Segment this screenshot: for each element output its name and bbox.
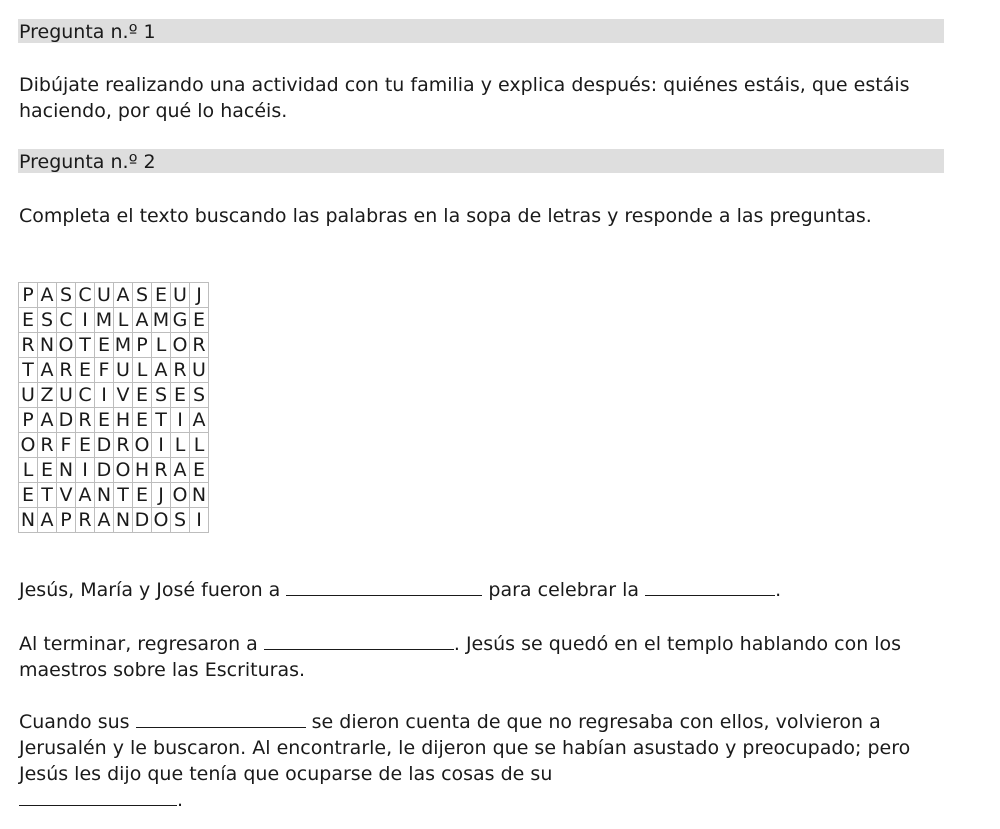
grid-cell[interactable]: C <box>76 283 95 308</box>
grid-cell[interactable]: C <box>76 383 95 408</box>
grid-cell[interactable]: I <box>95 383 114 408</box>
sentence-1-part-c: . <box>775 579 782 601</box>
grid-cell[interactable]: A <box>152 358 171 383</box>
grid-cell[interactable]: P <box>57 508 76 533</box>
grid-cell[interactable]: E <box>190 458 209 483</box>
grid-cell[interactable]: R <box>38 433 57 458</box>
grid-cell[interactable]: H <box>133 458 152 483</box>
grid-cell[interactable]: E <box>152 283 171 308</box>
grid-cell[interactable]: S <box>171 508 190 533</box>
grid-row <box>19 508 209 533</box>
grid-cell[interactable]: L <box>152 333 171 358</box>
grid-cell[interactable]: U <box>190 358 209 383</box>
grid-cell[interactable]: E <box>171 383 190 408</box>
grid-cell[interactable]: E <box>19 483 38 508</box>
grid-cell[interactable]: R <box>114 433 133 458</box>
grid-cell[interactable]: D <box>95 458 114 483</box>
grid-cell[interactable]: P <box>19 408 38 433</box>
grid-cell[interactable]: L <box>114 308 133 333</box>
grid-cell[interactable]: C <box>57 308 76 333</box>
grid-cell[interactable]: M <box>95 309 113 331</box>
grid-cell[interactable]: A <box>38 283 57 308</box>
grid-cell[interactable]: U <box>114 358 133 383</box>
grid-row <box>19 283 209 308</box>
grid-cell[interactable]: D <box>133 508 152 533</box>
grid-cell[interactable]: V <box>114 383 133 408</box>
sentence-1 <box>19 577 949 603</box>
answer-blank-2[interactable] <box>645 578 775 596</box>
grid-row <box>19 308 209 333</box>
sentence-2-part-b: . Jesús se quedó en el templo hablando con los maestros sobre las Escrituras. <box>19 633 902 681</box>
grid-cell[interactable]: O <box>133 433 152 458</box>
grid-cell[interactable]: Z <box>38 383 57 408</box>
grid-cell[interactable]: A <box>76 483 95 508</box>
grid-cell[interactable]: V <box>57 483 76 508</box>
question-2-text: Completa el texto buscando las palabras en la sopa de letras y responde a las preguntas. <box>19 205 872 227</box>
grid-cell[interactable]: D <box>95 433 114 458</box>
grid-cell[interactable]: O <box>19 433 38 458</box>
grid-cell[interactable]: S <box>190 383 209 408</box>
grid-cell[interactable]: E <box>190 308 209 333</box>
grid-cell[interactable]: O <box>171 333 190 358</box>
question-1-text: Dibújate realizando una actividad con tu familia y explica después: quiénes estáis, que estáis haciendo, por qué lo hacéis. <box>19 74 910 122</box>
word-search-grid <box>18 282 209 533</box>
grid-cell[interactable]: A <box>171 458 190 483</box>
sentence-3-part-b: se dieron cuenta de que no regresaba con ellos, volvieron a Jerusalén y le buscaron. Al encontrarle, le dijeron que se habían asustado y preocupado; pero Jesús les dijo que tenía que ocuparse de las cosas de su <box>19 711 911 785</box>
grid-cell[interactable]: R <box>152 458 171 483</box>
grid-cell[interactable]: R <box>57 358 76 383</box>
grid-cell[interactable]: I <box>152 433 171 458</box>
grid-cell[interactable]: U <box>57 383 76 408</box>
grid-cell[interactable]: L <box>19 458 38 483</box>
sentence-3-part-c: . <box>177 789 184 811</box>
sentence-1-part-a: Jesús, María y José fueron a <box>19 579 281 601</box>
grid-cell[interactable]: R <box>76 508 95 533</box>
grid-cell[interactable]: P <box>19 283 38 308</box>
grid-row <box>19 408 209 433</box>
grid-cell[interactable]: U <box>171 283 190 308</box>
grid-cell[interactable]: S <box>57 283 76 308</box>
grid-cell[interactable]: I <box>76 308 95 333</box>
grid-cell[interactable]: G <box>171 308 190 333</box>
grid-cell[interactable]: S <box>38 308 57 333</box>
grid-cell[interactable]: R <box>76 408 95 433</box>
grid-cell[interactable]: A <box>190 408 209 433</box>
grid-cell[interactable]: P <box>133 333 152 358</box>
grid-cell[interactable]: N <box>95 483 114 508</box>
grid-cell[interactable]: O <box>152 508 171 533</box>
answer-blank-3[interactable] <box>264 632 454 650</box>
grid-cell[interactable]: T <box>76 333 95 358</box>
grid-cell[interactable]: L <box>190 433 209 458</box>
grid-cell[interactable]: L <box>171 433 190 458</box>
grid-cell[interactable]: F <box>57 433 76 458</box>
sentence-3-part-a: Cuando sus <box>19 711 130 733</box>
sentence-3 <box>19 709 949 813</box>
grid-cell[interactable]: N <box>38 333 57 358</box>
grid-cell[interactable]: A <box>95 508 114 533</box>
grid-cell[interactable]: E <box>95 408 114 433</box>
grid-row <box>19 458 209 483</box>
grid-cell[interactable]: M <box>152 309 170 331</box>
question-2-header: Pregunta n.º 2 <box>18 149 944 173</box>
grid-row <box>19 383 209 408</box>
grid-cell[interactable]: I <box>76 458 95 483</box>
answer-blank-5[interactable] <box>19 788 177 806</box>
answer-blank-4[interactable] <box>136 710 306 728</box>
grid-cell[interactable]: I <box>171 408 190 433</box>
grid-cell[interactable]: T <box>114 483 133 508</box>
grid-cell[interactable]: U <box>19 383 38 408</box>
grid-cell[interactable]: A <box>38 358 57 383</box>
grid-cell[interactable]: H <box>114 408 133 433</box>
grid-cell[interactable]: S <box>133 283 152 308</box>
grid-cell[interactable]: T <box>38 483 57 508</box>
grid-cell[interactable]: O <box>171 483 190 508</box>
grid-cell[interactable]: N <box>57 458 76 483</box>
grid-cell[interactable]: T <box>19 358 38 383</box>
grid-cell[interactable]: E <box>133 383 152 408</box>
grid-row <box>19 358 209 383</box>
grid-cell[interactable]: A <box>114 283 133 308</box>
grid-cell[interactable]: S <box>152 383 171 408</box>
grid-cell[interactable]: E <box>76 433 95 458</box>
grid-cell[interactable]: F <box>95 358 114 383</box>
grid-cell[interactable]: O <box>57 333 76 358</box>
grid-cell[interactable]: O <box>114 458 133 483</box>
grid-cell[interactable]: A <box>38 408 57 433</box>
grid-cell[interactable]: E <box>95 333 114 358</box>
grid-cell[interactable]: R <box>190 333 209 358</box>
grid-row <box>19 433 209 458</box>
grid-cell[interactable]: E <box>38 458 57 483</box>
grid-cell[interactable]: A <box>133 308 152 333</box>
grid-cell[interactable]: M <box>114 334 132 356</box>
sentence-2-part-a: Al terminar, regresaron a <box>19 633 258 655</box>
grid-row <box>19 483 209 508</box>
grid-cell[interactable]: J <box>190 283 209 308</box>
grid-cell[interactable]: N <box>114 508 133 533</box>
grid-cell[interactable]: U <box>95 283 114 308</box>
grid-cell[interactable]: A <box>38 508 57 533</box>
grid-cell[interactable]: L <box>133 358 152 383</box>
grid-cell[interactable]: I <box>190 508 209 533</box>
grid-cell[interactable]: N <box>19 508 38 533</box>
grid-cell[interactable]: J <box>152 483 171 508</box>
answer-blank-1[interactable] <box>286 578 482 596</box>
grid-cell[interactable]: D <box>57 408 76 433</box>
grid-cell[interactable]: N <box>190 483 209 508</box>
sentence-1-part-b: para celebrar la <box>488 579 640 601</box>
grid-cell[interactable]: T <box>152 408 171 433</box>
question-1-header: Pregunta n.º 1 <box>18 19 944 43</box>
grid-cell[interactable]: E <box>19 308 38 333</box>
grid-row <box>19 333 209 358</box>
grid-cell[interactable]: E <box>133 408 152 433</box>
grid-cell[interactable]: R <box>171 358 190 383</box>
sentence-2 <box>19 631 949 683</box>
grid-cell[interactable]: E <box>76 358 95 383</box>
grid-cell[interactable]: R <box>19 333 38 358</box>
grid-cell[interactable]: E <box>133 483 152 508</box>
